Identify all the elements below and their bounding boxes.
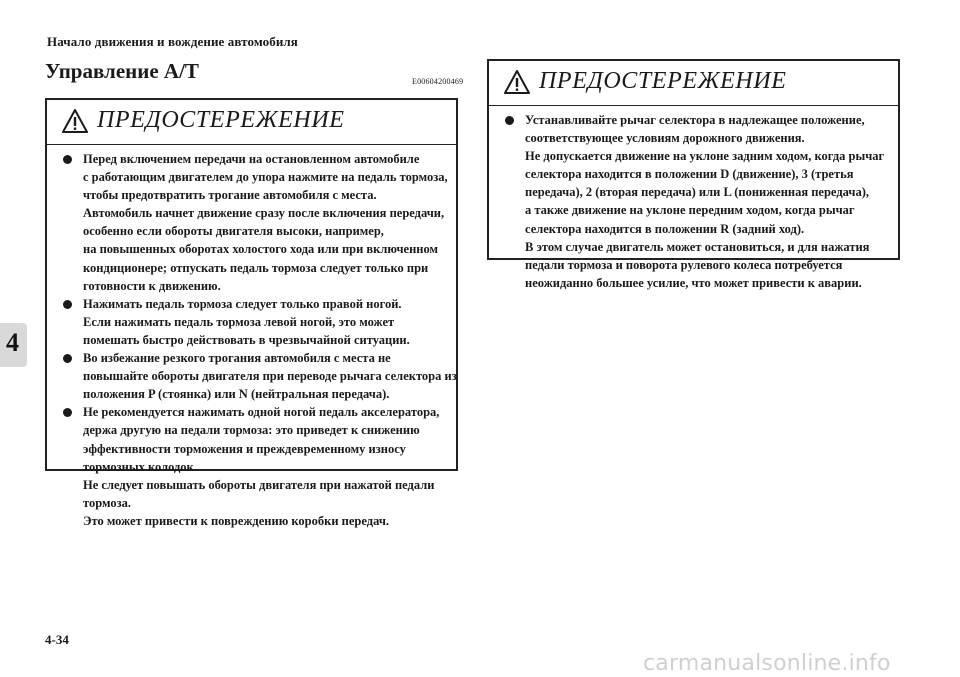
warning-item [63,150,448,295]
warning-text-line: Автомобиль начнет движение сразу после включения передачи, [83,206,445,221]
warning-body [47,145,456,530]
warning-text-line: Перед включением передачи на остановленном автомобиле [83,152,420,166]
watermark: carmanualsonline.info [643,651,891,676]
warning-text-line: эффективности торможения и преждевременному износу [83,441,406,456]
warning-text-line: педали тормоза и поворота рулевого колеса потребуется [525,257,843,272]
warning-text-line: передача), 2 (вторая передача) или L (пониженная передача), [525,185,869,200]
warning-text-line: неожиданно большее усилие, что может привести к аварии. [525,275,862,290]
running-header: Начало движения и вождение автомобиля [47,34,298,49]
warning-text-line: чтобы предотвратить трогание автомобиля с места. [83,188,377,203]
warning-text-line: селектора находится в положении R (задний ход). [525,221,805,236]
warning-item [63,295,444,349]
bullet-icon [505,116,514,125]
warning-text-line: Не рекомендуется нажимать одной ногой педаль акселератора, [83,405,440,420]
warning-text-line: с работающим двигателем до упора нажмите на педаль тормоза, [83,170,448,185]
warning-header [489,61,898,106]
warning-text-line: готовности к движению. [83,278,221,293]
warning-label: ПРЕДОСТЕРЕЖЕНИЕ [97,107,345,133]
section-code: E00604200469 [412,77,464,86]
warning-text-line: Устанавливайте рычаг селектора в надлежащее положение, [525,113,865,127]
warning-text-line: Нажимать педаль тормоза следует только правой ногой. [83,296,402,311]
warning-triangle-icon [504,70,530,94]
warning-text-line: селектора находится в положении D (движение), 3 (третья [525,167,854,182]
bullet-icon [63,354,72,363]
warning-text-line: держа другую на педали тормоза: это приведет к снижению [83,423,420,438]
section-title: Управление A/T [45,59,199,83]
warning-text-line: Это может привести к повреждению коробки передач. [83,513,389,528]
chapter-tab [0,323,27,367]
warning-text-line: Во избежание резкого трогания автомобиля с места не [83,351,391,366]
warning-text-line: на повышенных оборотах холостого хода или при включенном [83,242,438,257]
warning-text-line: соответствующее условиям дорожного движения. [525,131,805,146]
bullet-icon [63,300,72,309]
warning-text-line: Не допускается движение на уклоне задним ходом, когда рычаг [525,149,885,164]
warning-text-line: тормозных колодок. [83,459,197,474]
warning-text-line: положения P (стоянка) или N (нейтральная передача). [83,387,390,402]
warning-header [47,100,456,145]
warning-text-line: тормоза. [83,495,131,510]
bullet-icon [63,155,72,164]
warning-box-right [487,59,900,290]
warning-item [63,403,444,530]
warning-text-line: особенно если обороты двигателя высоки, например, [83,224,384,239]
warning-text-line: а также движение на уклоне передним ходом, когда рычаг [525,203,855,218]
bullet-icon [63,408,72,417]
warning-triangle-icon [62,109,88,133]
warning-text-line: Не следует повышать обороты двигателя при нажатой педали [83,477,435,492]
warning-label: ПРЕДОСТЕРЕЖЕНИЕ [539,68,787,94]
warning-text-line: повышайте обороты двигателя при переводе рычага селектора из [83,369,457,384]
chapter-number: 4 [6,328,19,357]
warning-item [63,349,457,403]
warning-body [489,106,898,292]
page-number: 4-34 [45,632,69,647]
warning-text-line: кондиционере; отпускать педаль тормоза следует только при [83,260,429,275]
warning-text-line: помешать быстро действовать в чрезвычайной ситуации. [83,332,410,347]
warning-text-line: В этом случае двигатель может остановиться, и для нажатия [525,239,870,254]
warning-item [505,111,886,292]
warning-box-left [45,98,458,528]
warning-text-line: Если нажимать педаль тормоза левой ногой, это может [83,314,395,329]
